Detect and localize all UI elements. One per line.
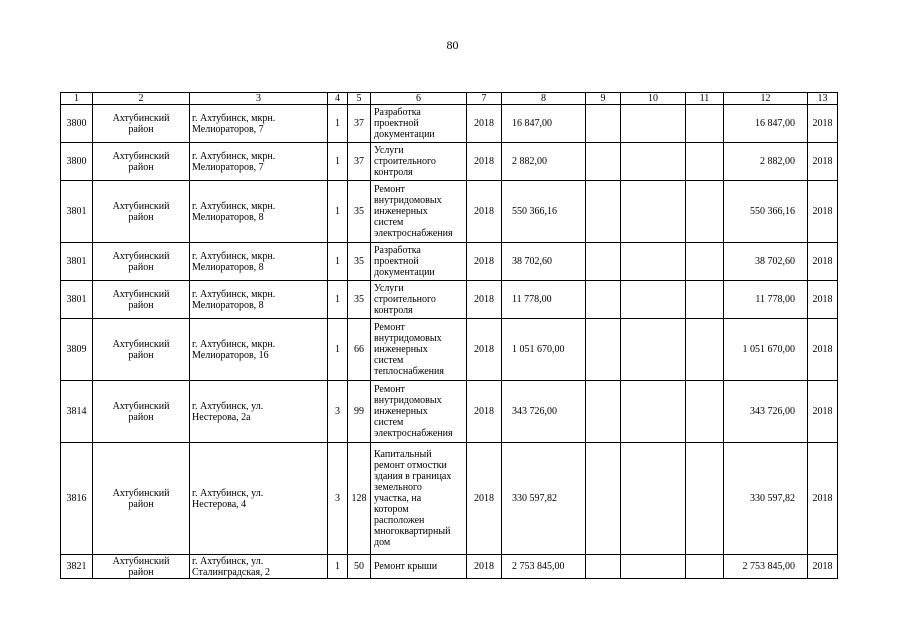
cell-address (190, 243, 328, 281)
table-body (61, 93, 838, 579)
cell-year: 2018 (467, 281, 502, 319)
line: документации (374, 267, 435, 278)
cell-year: 2018 (467, 443, 502, 555)
line: г. Ахтубинск, мкрн. (192, 200, 276, 212)
line: внутридомовых (374, 195, 442, 206)
register-table (60, 92, 838, 579)
line: Ахтубинский (112, 150, 170, 162)
cell-amount: 330 597,82 (502, 443, 586, 555)
cell-col11 (686, 319, 724, 381)
line: инженерных (374, 206, 428, 217)
table-row (61, 281, 838, 319)
cell-col11 (686, 555, 724, 579)
page-number: 80 (446, 38, 459, 52)
cell-district (93, 243, 190, 281)
cell-year: 2018 (467, 381, 502, 443)
line: электроснабжения (374, 228, 453, 239)
cell-col5: 37 (348, 105, 371, 143)
line: г. Ахтубинск, мкрн. (192, 250, 276, 262)
cell-total: 16 847,00 (724, 105, 808, 143)
cell-address (190, 181, 328, 243)
line: район (128, 161, 154, 173)
cell-total: 343 726,00 (724, 381, 808, 443)
line: район (128, 411, 154, 423)
line: многоквартирный (374, 526, 451, 537)
cell-col9 (586, 319, 621, 381)
cell-total: 1 051 670,00 (724, 319, 808, 381)
line: г. Ахтубинск, ул. (192, 555, 264, 567)
cell-col11 (686, 243, 724, 281)
line: Мелиораторов, 16 (192, 349, 269, 361)
cell-col10 (621, 181, 686, 243)
line: Услуги (374, 283, 404, 294)
cell-district (93, 143, 190, 181)
cell-col10 (621, 443, 686, 555)
line: район (128, 349, 154, 361)
cell-work-type (371, 319, 467, 381)
line: Нестерова, 2а (192, 411, 251, 423)
table-row (61, 105, 838, 143)
cell-work-type (371, 381, 467, 443)
cell-col9 (586, 181, 621, 243)
line: Разработка (374, 107, 421, 118)
column-header-1: 1 (61, 93, 93, 105)
cell-work-type (371, 243, 467, 281)
cell-end-year: 2018 (808, 443, 838, 555)
line: Мелиораторов, 7 (192, 161, 264, 173)
line: Ремонт (374, 384, 405, 395)
line: внутридомовых (374, 333, 442, 344)
line: Нестерова, 4 (192, 498, 247, 510)
cell-year: 2018 (467, 143, 502, 181)
cell-amount: 2 753 845,00 (502, 555, 586, 579)
cell-col11 (686, 105, 724, 143)
cell-col5: 50 (348, 555, 371, 579)
cell-total: 2 882,00 (724, 143, 808, 181)
cell-total: 11 778,00 (724, 281, 808, 319)
cell-address (190, 443, 328, 555)
line: Ахтубинский (112, 487, 170, 499)
line: г. Ахтубинск, ул. (192, 400, 264, 412)
line: систем (374, 417, 404, 428)
line: Ахтубинский (112, 250, 170, 262)
cell-number: 3800 (61, 143, 93, 181)
cell-address (190, 319, 328, 381)
line: инженерных (374, 406, 428, 417)
cell-end-year: 2018 (808, 181, 838, 243)
line: Мелиораторов, 8 (192, 261, 264, 273)
cell-end-year: 2018 (808, 243, 838, 281)
cell-col10 (621, 105, 686, 143)
cell-col10 (621, 281, 686, 319)
cell-col5: 35 (348, 281, 371, 319)
cell-district (93, 281, 190, 319)
line: Ахтубинский (112, 112, 170, 124)
line: электроснабжения (374, 428, 453, 439)
cell-work-type (371, 281, 467, 319)
line: земельного (374, 482, 422, 493)
cell-total: 330 597,82 (724, 443, 808, 555)
column-header-6: 6 (371, 93, 467, 105)
cell-amount: 38 702,60 (502, 243, 586, 281)
cell-end-year: 2018 (808, 555, 838, 579)
line: район (128, 498, 154, 510)
cell-total: 38 702,60 (724, 243, 808, 281)
line: внутридомовых (374, 395, 442, 406)
cell-number: 3816 (61, 443, 93, 555)
column-header-7: 7 (467, 93, 502, 105)
cell-col9 (586, 243, 621, 281)
cell-district (93, 555, 190, 579)
cell-district (93, 319, 190, 381)
cell-col10 (621, 319, 686, 381)
line: Мелиораторов, 8 (192, 299, 264, 311)
cell-district (93, 105, 190, 143)
cell-end-year: 2018 (808, 105, 838, 143)
line: Ахтубинский (112, 288, 170, 300)
line: теплоснабжения (374, 366, 444, 377)
cell-district (93, 181, 190, 243)
cell-col10 (621, 555, 686, 579)
line: район (128, 566, 154, 578)
cell-year: 2018 (467, 319, 502, 381)
line: строительного (374, 156, 436, 167)
cell-work-type (371, 181, 467, 243)
cell-col4: 3 (328, 381, 348, 443)
cell-col4: 1 (328, 281, 348, 319)
line: Мелиораторов, 8 (192, 211, 264, 223)
column-header-4: 4 (328, 93, 348, 105)
cell-col4: 1 (328, 319, 348, 381)
cell-end-year: 2018 (808, 281, 838, 319)
line: проектной (374, 118, 419, 129)
cell-amount: 550 366,16 (502, 181, 586, 243)
line: Ахтубинский (112, 555, 170, 567)
cell-work-type (371, 443, 467, 555)
cell-amount: 343 726,00 (502, 381, 586, 443)
cell-address (190, 555, 328, 579)
cell-col10 (621, 381, 686, 443)
cell-col9 (586, 381, 621, 443)
cell-end-year: 2018 (808, 319, 838, 381)
column-header-12: 12 (724, 93, 808, 105)
cell-col11 (686, 381, 724, 443)
line: расположен (374, 515, 425, 526)
table-row (61, 181, 838, 243)
cell-year: 2018 (467, 181, 502, 243)
line: район (128, 299, 154, 311)
line: Ремонт крыши (374, 561, 438, 572)
line: г. Ахтубинск, мкрн. (192, 112, 276, 124)
column-header-13: 13 (808, 93, 838, 105)
cell-work-type (371, 143, 467, 181)
cell-number: 3801 (61, 181, 93, 243)
cell-year: 2018 (467, 555, 502, 579)
cell-col11 (686, 443, 724, 555)
line: Ахтубинский (112, 200, 170, 212)
cell-col11 (686, 281, 724, 319)
column-header-2: 2 (93, 93, 190, 105)
cell-col11 (686, 143, 724, 181)
cell-col4: 1 (328, 105, 348, 143)
cell-address (190, 281, 328, 319)
table-row (61, 381, 838, 443)
cell-amount: 11 778,00 (502, 281, 586, 319)
cell-col9 (586, 443, 621, 555)
cell-amount: 2 882,00 (502, 143, 586, 181)
cell-end-year: 2018 (808, 381, 838, 443)
line: дом (374, 537, 391, 548)
line: Ахтубинский (112, 338, 170, 350)
cell-address (190, 381, 328, 443)
cell-work-type (371, 555, 467, 579)
column-header-9: 9 (586, 93, 621, 105)
cell-total: 550 366,16 (724, 181, 808, 243)
line: Ремонт (374, 322, 405, 333)
column-header-5: 5 (348, 93, 371, 105)
cell-col9 (586, 555, 621, 579)
cell-address (190, 105, 328, 143)
header-row (61, 93, 838, 105)
line: контроля (374, 305, 413, 316)
cell-col5: 128 (348, 443, 371, 555)
cell-number: 3809 (61, 319, 93, 381)
cell-amount: 16 847,00 (502, 105, 586, 143)
line: Капитальный (374, 449, 432, 460)
cell-col9 (586, 105, 621, 143)
cell-col9 (586, 143, 621, 181)
cell-col5: 35 (348, 181, 371, 243)
cell-col9 (586, 281, 621, 319)
line: инженерных (374, 344, 428, 355)
column-header-8: 8 (502, 93, 586, 105)
cell-col11 (686, 181, 724, 243)
cell-col5: 35 (348, 243, 371, 281)
cell-number: 3801 (61, 243, 93, 281)
line: район (128, 123, 154, 135)
table-row (61, 443, 838, 555)
cell-address (190, 143, 328, 181)
line: Разработка (374, 245, 421, 256)
cell-year: 2018 (467, 243, 502, 281)
cell-number: 3821 (61, 555, 93, 579)
cell-work-type (371, 105, 467, 143)
column-header-3: 3 (190, 93, 328, 105)
line: г. Ахтубинск, мкрн. (192, 338, 276, 350)
line: г. Ахтубинск, ул. (192, 487, 264, 499)
line: район (128, 211, 154, 223)
cell-col5: 66 (348, 319, 371, 381)
column-header-11: 11 (686, 93, 724, 105)
column-header-10: 10 (621, 93, 686, 105)
cell-col4: 1 (328, 143, 348, 181)
cell-col5: 99 (348, 381, 371, 443)
line: контроля (374, 167, 413, 178)
line: ремонт отмостки (374, 460, 447, 471)
line: Сталинградская, 2 (192, 566, 271, 578)
cell-col4: 1 (328, 555, 348, 579)
cell-col10 (621, 243, 686, 281)
cell-end-year: 2018 (808, 143, 838, 181)
line: систем (374, 217, 404, 228)
cell-district (93, 381, 190, 443)
table-row (61, 319, 838, 381)
line: Услуги (374, 145, 404, 156)
cell-col10 (621, 143, 686, 181)
line: котором (374, 504, 409, 515)
cell-total: 2 753 845,00 (724, 555, 808, 579)
cell-number: 3801 (61, 281, 93, 319)
cell-col5: 37 (348, 143, 371, 181)
table-row (61, 243, 838, 281)
table-row (61, 555, 838, 579)
line: Мелиораторов, 7 (192, 123, 264, 135)
cell-number: 3814 (61, 381, 93, 443)
line: документации (374, 129, 435, 140)
cell-col4: 1 (328, 243, 348, 281)
line: систем (374, 355, 404, 366)
cell-district (93, 443, 190, 555)
line: район (128, 261, 154, 273)
cell-year: 2018 (467, 105, 502, 143)
cell-col4: 3 (328, 443, 348, 555)
cell-amount: 1 051 670,00 (502, 319, 586, 381)
table-row (61, 143, 838, 181)
line: Ремонт (374, 184, 405, 195)
line: участка, на (374, 493, 422, 504)
line: г. Ахтубинск, мкрн. (192, 150, 276, 162)
line: строительного (374, 294, 436, 305)
cell-col4: 1 (328, 181, 348, 243)
line: Ахтубинский (112, 400, 170, 412)
line: г. Ахтубинск, мкрн. (192, 288, 276, 300)
line: здания в границах (374, 471, 452, 482)
line: проектной (374, 256, 419, 267)
cell-number: 3800 (61, 105, 93, 143)
